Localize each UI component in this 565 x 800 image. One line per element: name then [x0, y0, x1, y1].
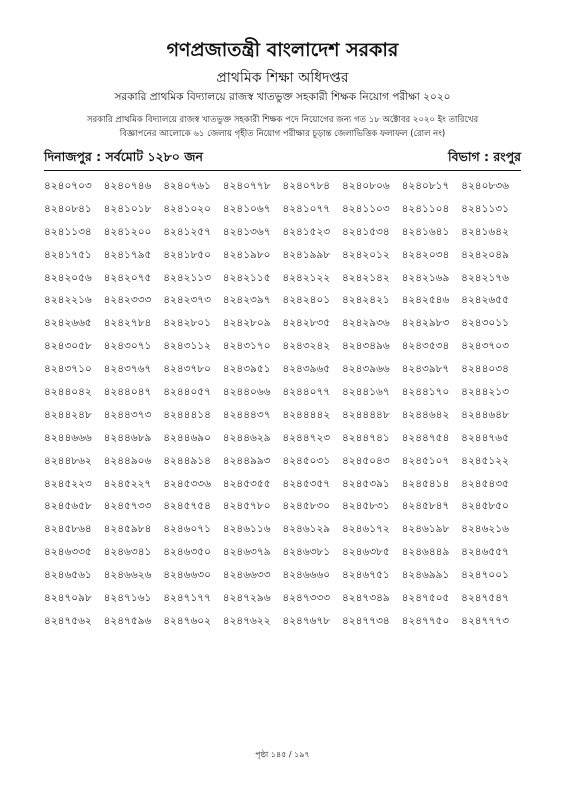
roll-number: ৪২৪০৭০৩ — [44, 180, 92, 192]
roll-number-grid — [44, 179, 521, 637]
roll-number: ৪২৪৬৩৩৫ — [44, 546, 92, 559]
roll-number: ৪২৪৪০৪৭ — [103, 386, 152, 399]
roll-number: ৪২৪০৮৪১ — [44, 202, 92, 215]
roll-number: ৪২৪৪০৪২ — [44, 386, 92, 399]
roll-number: ৪২৪২৯৩৬ — [341, 317, 390, 330]
roll-number: ৪২৪৪০৫৭ — [163, 386, 211, 399]
roll-number: ৪২৪২১১৩ — [163, 271, 211, 284]
roll-number: ৪২৪২৭৮৪ — [103, 317, 152, 330]
roll-number: ৪২৪১০৭৭ — [282, 202, 331, 215]
roll-number: ৪২৪১৮৫০ — [163, 248, 211, 261]
roll-number: ৪২৪১১৩৪ — [44, 225, 92, 238]
roll-number: ৪২৪৫৮৩০ — [282, 500, 331, 513]
roll-number: ৪২৪৪৯০৬ — [103, 454, 152, 467]
roll-number: ৪২৪৩০১১ — [461, 317, 509, 330]
roll-number: ৪২৪৭৬২২ — [222, 614, 271, 627]
roll-number: ৪২৪৪৬৯০ — [163, 431, 211, 444]
roll-number: ৪২৪২০১২ — [341, 248, 390, 261]
roll-number: ৪২৪৪০৩৪ — [461, 363, 509, 376]
roll-number: ৪২৪৫৭৩৩ — [103, 500, 152, 513]
roll-number: ৪২৪৪২১৩ — [461, 386, 509, 399]
roll-number: ৪২৪৫৪১৪ — [401, 477, 450, 490]
roll-number: ৪২৪৪৯৯৩ — [222, 454, 271, 467]
roll-number: ৪২৪৪৭৪১ — [341, 431, 390, 444]
government-title: গণপ্রজাতন্ত্রী বাংলাদেশ সরকার — [166, 39, 399, 61]
roll-number: ৪২৪৬৫৬১ — [44, 569, 92, 582]
roll-number: ৪২৪৫৮৩১ — [341, 500, 390, 513]
roll-number: ৪২৪৫৮৫০ — [461, 500, 509, 513]
roll-number: ৪২৪৬১২৯ — [282, 523, 331, 536]
roll-number: ৪২৪৭৭৫০ — [401, 614, 450, 627]
roll-number: ৪২৪৫১০৭ — [401, 454, 450, 467]
roll-number: ৪২৪০৭৬১ — [163, 180, 211, 192]
roll-number: ৪২৪৩৭১০ — [44, 363, 92, 376]
roll-number: ৪২৪৭১৬১ — [103, 592, 152, 605]
roll-number: ৪২৪৭৩৪৯ — [341, 592, 390, 605]
roll-number: ৪২৪৪৪৩৭ — [222, 408, 271, 421]
roll-number: ৪২৪১৯৯৮ — [282, 248, 331, 261]
roll-number: ৪২৪১৯৮০ — [222, 248, 271, 261]
roll-number: ৪২৪৪৯১৪ — [163, 454, 211, 467]
roll-number: ৪২৪৪৬২৯ — [222, 431, 271, 444]
roll-number: ৪২৪৪৬৬৬ — [44, 431, 92, 444]
roll-number: ৪২৪২১২২ — [282, 271, 331, 284]
roll-number: ৪২৪৫২২৩ — [44, 477, 92, 490]
roll-number: ৪২৪১৫৩৪ — [341, 225, 390, 238]
roll-number: ৪২৪৫৭৮০ — [222, 500, 271, 513]
roll-number: ৪২৪৬২১৬ — [461, 523, 509, 536]
page-number: পৃষ্ঠা ১৪৫ / ১৯৭ — [255, 750, 310, 759]
roll-number: ৪২৪২৮৩৫ — [282, 317, 331, 330]
roll-number: ৪২৪৫৩৯১ — [341, 477, 390, 490]
roll-number: ৪২৪৬৯৯১ — [401, 569, 450, 582]
roll-number: ৪২৪২০৫৬ — [44, 271, 92, 284]
roll-number: ৪২৪২৩৭৩ — [163, 294, 211, 307]
roll-number: ৪২৪৫৭৫৪ — [163, 500, 211, 513]
roll-number: ৪২৪৬৩৪১ — [103, 546, 152, 559]
roll-number: ৪২৪৫৮৬৪ — [44, 523, 92, 536]
roll-number: ৪২৪১১৩১ — [461, 202, 509, 215]
roll-number: ৪২৪২০৭৫ — [103, 271, 152, 284]
roll-number: ৪২৪৩৫৩৪ — [401, 340, 450, 353]
roll-number: ৪২৪২০৪৯ — [461, 248, 509, 261]
roll-number: ৪২৪৪৪৪৮ — [341, 408, 390, 421]
roll-number: ৪২৪৬১৯৮ — [401, 523, 450, 536]
roll-number: ৪২৪১৬৪২ — [461, 225, 509, 238]
roll-number: ৪২৪২১৭৬ — [461, 271, 509, 284]
roll-number: ৪২৪১১০৩ — [341, 202, 390, 215]
directorate-title: প্রাথমিক শিক্ষা অধিদপ্তর — [216, 70, 349, 86]
roll-number: ৪২৪৫৯৮৪ — [103, 523, 152, 536]
roll-number: ৪২৪৭১৭৭ — [163, 592, 211, 605]
roll-number: ৪২৪৩৭৬৭ — [103, 363, 152, 376]
roll-number: ৪২৪১৭৯৫ — [103, 248, 152, 261]
roll-number: ৪২৪১২৫৭ — [163, 225, 211, 238]
roll-number: ৪২৪৭৫৪৭ — [461, 592, 509, 605]
roll-number: ৪২৪৩০৫৮ — [44, 340, 92, 353]
roll-number: ৪২৪৩৯৬৫ — [282, 363, 331, 376]
roll-number: ৪২৪৫৩৫৫ — [222, 477, 271, 490]
roll-number: ৪২৪৩৯৮৭ — [401, 363, 450, 376]
roll-number: ৪২৪৪৬৮৯ — [103, 431, 152, 444]
roll-number: ৪২৪৭৫৯৬ — [103, 614, 152, 627]
roll-number: ৪২৪৭৬৭৮ — [282, 614, 331, 627]
roll-number: ৪২৪১১০৪ — [401, 202, 450, 215]
roll-number: ৪২৪৬০৭১ — [163, 523, 211, 536]
roll-number: ৪২৪০৮৩৬ — [461, 180, 509, 192]
notice-line-2: বিজ্ঞাপনের আলোকে ৬১ জেলায় গৃহীত নিয়োগ পরীক্ষার চূড়ান্ত জেলাভিত্তিক ফলাফল (রোল নং) — [119, 129, 446, 139]
roll-number: ৪২৪৭৭৩৪ — [341, 614, 390, 627]
roll-number: ৪২৪৪২৪৮ — [44, 408, 92, 421]
roll-number: ৪২৪০৭৮৪ — [282, 180, 331, 192]
roll-number: ৪২৪৭৭৭৩ — [461, 614, 509, 627]
notice-line-1: সরকারি প্রাথমিক বিদ্যালয়ে রাজস্ব খাতভুক্ত সহকারী শিক্ষক পদে নিয়োগের জন্য গত ১৮ অক্টোবর ২০২০ ইং তারিখের — [86, 115, 479, 125]
roll-number: ৪২৪২৪০১ — [282, 294, 331, 307]
roll-number: ৪২৪৬৫৫৭ — [461, 546, 509, 559]
roll-number: ৪২৪৭৩৩৩ — [282, 592, 331, 605]
roll-number: ৪২৪৩৪৯৬ — [341, 340, 390, 353]
roll-number: ৪২৪৩১৭০ — [222, 340, 271, 353]
roll-number: ৪২৪২৮০১ — [163, 317, 211, 330]
roll-number: ৪২৪৪৪৪২ — [282, 408, 331, 421]
roll-number: ৪২৪৬৩৮১ — [282, 546, 331, 559]
roll-number: ৪২৪৪৮৬২ — [44, 454, 92, 467]
roll-number: ৪২৪৬৬৩০ — [163, 569, 211, 582]
roll-number: ৪২৪১৩৬৭ — [222, 225, 271, 238]
roll-number: ৪২৪৭০৯৮ — [44, 592, 92, 605]
roll-number: ৪২৪৭২৯৬ — [222, 592, 271, 605]
roll-number: ৪২৪৫৪৩৫ — [461, 477, 509, 490]
division-label: বিভাগ : রংপুর — [448, 149, 521, 164]
roll-number: ৪২৪৬৬৩৩ — [222, 569, 271, 582]
roll-number: ৪২৪০৭৪৬ — [103, 180, 152, 192]
roll-number: ৪২৪৬৬২৬ — [103, 569, 152, 582]
roll-number: ৪২৪২১৬৯ — [401, 271, 450, 284]
roll-number: ৪২৪১৭৫১ — [44, 248, 92, 261]
roll-number: ৪২৪৫০৩১ — [282, 454, 331, 467]
roll-number: ৪২৪৬৩৮৫ — [341, 546, 390, 559]
roll-number: ৪২৪৭৬০২ — [163, 614, 211, 627]
roll-number: ৪২৪২৫৪৬ — [401, 294, 450, 307]
roll-number: ৪২৪০৮১৭ — [401, 180, 450, 192]
roll-number: ৪২৪২৬৬৫ — [44, 317, 92, 330]
roll-number: ৪২৪০৮০৬ — [341, 180, 390, 192]
roll-number: ৪২৪১০২০ — [163, 202, 211, 215]
roll-number: ৪২৪২৩৯৭ — [222, 294, 271, 307]
exam-title: সরকারি প্রাথমিক বিদ্যালয়ে রাজস্ব খাতভুক্ত সহকারী শিক্ষক নিয়োগ পরীক্ষা ২০২০ — [114, 91, 451, 103]
roll-number: ৪২৪৬৩৭৯ — [222, 546, 271, 559]
roll-number: ৪২৪৩৯৫১ — [222, 363, 271, 376]
roll-number: ৪২৪২২১৬ — [44, 294, 92, 307]
roll-number: ৪২৪৫৮৪৭ — [401, 500, 450, 513]
roll-number: ৪২৪৬৭৫১ — [341, 569, 390, 582]
divider-line — [44, 170, 521, 171]
roll-number: ৪২৪২৪২১ — [341, 294, 390, 307]
roll-number: ৪২৪৩০৭১ — [103, 340, 152, 353]
roll-number: ৪২৪৩৭৮০ — [163, 363, 211, 376]
roll-number: ৪২৪৬৪৪৯ — [401, 546, 450, 559]
roll-number: ৪২৪২৯৮৩ — [401, 317, 450, 330]
roll-number: ৪২৪৩৭০৩ — [461, 340, 509, 353]
roll-number: ৪২৪৪৭৬৫ — [461, 431, 509, 444]
roll-number: ৪২৪২১১৫ — [222, 271, 271, 284]
roll-number: ৪২৪৭০০১ — [461, 569, 509, 582]
roll-number: ৪২৪৬১৭২ — [341, 523, 390, 536]
roll-number: ৪২৪৬৬৬০ — [282, 569, 331, 582]
roll-number: ৪২৪২৮০৯ — [222, 317, 271, 330]
roll-number: ৪২৪২৩৩৩ — [103, 294, 152, 307]
roll-number: ৪২৪৪৪১৪ — [163, 408, 211, 421]
roll-number: ৪২৪১৫২৩ — [282, 225, 331, 238]
roll-number: ৪২৪৪১৬৭ — [341, 386, 390, 399]
roll-number: ৪২৪২৬৫৫ — [461, 294, 509, 307]
roll-number: ৪২৪৪৭৫৪ — [401, 431, 450, 444]
roll-number: ৪২৪৪০৭৭ — [282, 386, 331, 399]
roll-number: ৪২৪৪৩৭৩ — [103, 408, 152, 421]
roll-number: ৪২৪৭৫০৫ — [401, 592, 450, 605]
roll-number: ৪২৪৪৬৪৮ — [461, 408, 509, 421]
roll-number: ৪২৪২১৪২ — [341, 271, 390, 284]
roll-number: ৪২৪০৭৭৮ — [222, 180, 271, 192]
roll-number: ৪২৪৫১২২ — [461, 454, 509, 467]
roll-number: ৪২৪১২০০ — [103, 225, 152, 238]
roll-number: ৪২৪৪১৭০ — [401, 386, 450, 399]
roll-number: ৪২৪১০৬৭ — [222, 202, 271, 215]
roll-number: ৪২৪২০৩৪ — [401, 248, 450, 261]
roll-number: ৪২৪৭৫৬২ — [44, 614, 92, 627]
roll-number: ৪২৪৫৩৫৭ — [282, 477, 331, 490]
roll-number: ৪২৪৩১১২ — [163, 340, 211, 353]
roll-number: ৪২৪৪৬৪২ — [401, 408, 450, 421]
roll-number: ৪২৪৬৩৫০ — [163, 546, 211, 559]
roll-number: ৪২৪৩২৪২ — [282, 340, 331, 353]
roll-number: ৪২৪৪৭২৩ — [282, 431, 331, 444]
roll-number: ৪২৪১৬৪১ — [401, 225, 450, 238]
roll-number: ৪২৪৬১১৬ — [222, 523, 271, 536]
district-summary: দিনাজপুর : সর্বমোট ১২৮০ জন — [44, 149, 203, 164]
notice-text — [44, 113, 521, 141]
roll-number: ৪২৪৫০৪৩ — [341, 454, 390, 467]
roll-number: ৪২৪১০১৮ — [103, 202, 152, 215]
roll-number: ৪২৪৫২২৭ — [103, 477, 152, 490]
roll-number: ৪২৪৩৯৬৬ — [341, 363, 390, 376]
roll-number: ৪২৪৫৩৩৬ — [163, 477, 211, 490]
roll-number: ৪২৪৪০৬৬ — [222, 386, 271, 399]
roll-number: ৪২৪৫৬৫৮ — [44, 500, 92, 513]
